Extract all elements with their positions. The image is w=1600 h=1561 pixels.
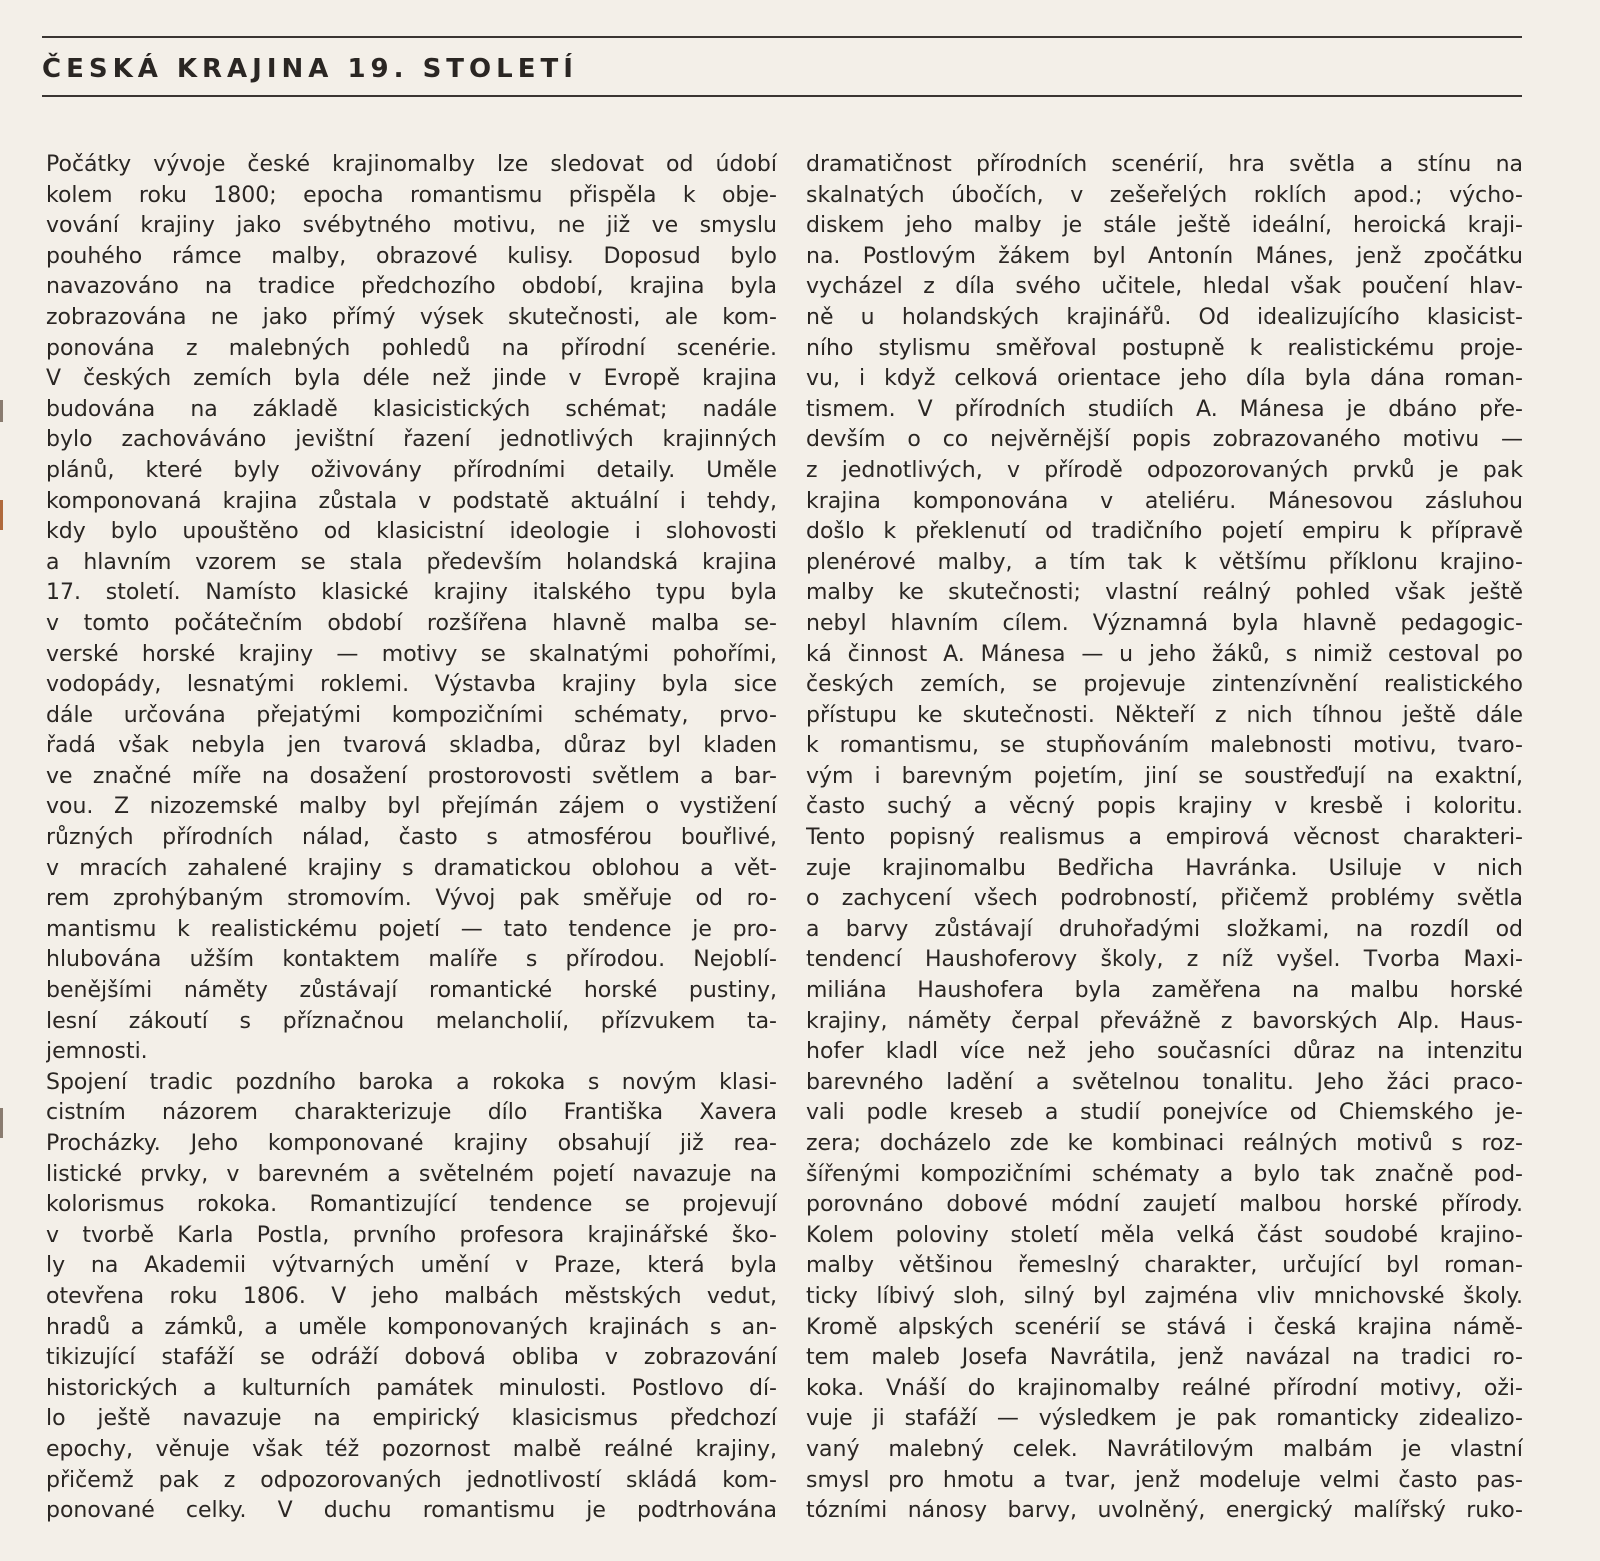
text-line: verské horské krajiny — motivy se skalnatými pohořími, [46, 641, 777, 667]
page-edge-mark [0, 400, 3, 422]
text-line: krajiny, náměty čerpal převážně z bavorských Alp. Haus- [806, 1008, 1523, 1034]
text-line: listické prvky, v barevném a světelném pojetí navazuje na [46, 1161, 777, 1187]
text-line: vu, i když celková orientace jeho díla byla dána roman- [806, 366, 1523, 392]
text-line: a hlavním vzorem se stala především holandská krajina [46, 549, 777, 575]
text-line: často suchý a věcný popis krajiny v kresbě i koloritu. [806, 794, 1523, 820]
text-line: a barvy zůstávají druhořadými složkami, na rozdíl od [806, 916, 1523, 942]
text-line: o zachycení všech podrobností, přičemž problémy světla [806, 886, 1523, 912]
page-edge-mark [0, 1108, 3, 1138]
text-line: smysl pro hmotu a tvar, jenž modeluje velmi často pas- [806, 1467, 1523, 1493]
text-line: různých přírodních nálad, často s atmosférou bouřlivé, [46, 825, 777, 851]
text-line: V českých zemích byla déle než jinde v Evropě krajina [46, 366, 777, 392]
text-line: jemnosti. [46, 1039, 148, 1065]
text-line: navazováno na tradice předchozího období, krajina byla [46, 274, 777, 300]
text-line: porovnáno dobové módní zaujetí malbou horské přírody. [806, 1192, 1523, 1218]
text-line: Kolem poloviny století měla velká část soudobé krajino- [806, 1222, 1523, 1248]
text-line: budována na základě klasicistických schémat; nadále [46, 396, 777, 422]
text-line: z jednotlivých, v přírodě odpozorovaných prvků je pak [806, 457, 1523, 483]
text-line: kolorismus rokoka. Romantizující tendence se projevují [46, 1192, 777, 1218]
right-text-column [806, 150, 1523, 1527]
text-line: zobrazována ne jako přímý výsek skutečnosti, ale kom- [46, 304, 777, 330]
text-line: vým i barevným pojetím, jiní se soustřeďují na exaktní, [806, 763, 1523, 789]
text-line: plánů, které byly oživovány přírodními detaily. Uměle [46, 457, 777, 483]
text-line: šířenými kompozičními schématy a bylo tak značně pod- [806, 1161, 1523, 1187]
text-line: kolem roku 1800; epocha romantismu přispěla k obje- [46, 182, 777, 208]
text-line: vování krajiny jako svébytného motivu, ne již ve smyslu [46, 213, 777, 239]
text-line: mantismu k realistickému pojetí — tato tendence je pro- [46, 916, 777, 942]
text-line: dramatičnost přírodních scenérií, hra světla a stínu na [806, 152, 1523, 177]
text-line: benějšími náměty zůstávají romantické horské pustiny, [46, 978, 777, 1004]
text-line: řadá však nebyla jen tvarová skladba, důraz byl kladen [46, 733, 777, 759]
text-line: ponována z malebných pohledů na přírodní scenérie. [46, 335, 777, 361]
text-line: pouhého rámce malby, obrazové kulisy. Doposud bylo [46, 243, 777, 269]
text-line: ního stylismu směřoval postupně k realistickému proje- [806, 335, 1523, 361]
text-line: Tento popisný realismus a empirová věcnost charakteri- [806, 825, 1523, 851]
text-line: dále určována přejatými kompozičními schématy, prvo- [46, 702, 777, 728]
text-line: v tomto počátečním období rozšířena hlavně malba se- [46, 610, 777, 636]
text-line: ně u holandských krajinářů. Od idealizujícího klasicist- [806, 304, 1523, 330]
text-line: nebyl hlavním cílem. Významná byla hlavně pedagogic- [806, 610, 1523, 636]
text-line: historických a kulturních památek minulosti. Postlovo dí- [46, 1375, 777, 1401]
text-line: vuje ji stafáží — výsledkem je pak romanticky zidealizo- [806, 1406, 1523, 1432]
text-line: lesní zákoutí s příznačnou melancholií, přízvukem ta- [46, 1008, 777, 1034]
text-line: vaný malebný celek. Navrátilovým malbám je vlastní [806, 1436, 1523, 1462]
text-line: bylo zachováváno jevištní řazení jednotlivých krajinných [46, 427, 777, 453]
text-line: tendencí Haushoferovy školy, z níž vyšel. Tvorba Maxi- [806, 947, 1523, 973]
page-heading: ČESKÁ KRAJINA 19. STOLETÍ [42, 54, 578, 84]
text-line: tem maleb Josefa Navrátila, jenž navázal na tradici ro- [806, 1345, 1523, 1371]
text-line: v mracích zahalené krajiny s dramatickou oblohou a vět- [46, 855, 777, 881]
text-line: k romantismu, se stupňováním malebnosti motivu, tvaro- [806, 733, 1523, 759]
text-line: 17. století. Namísto klasické krajiny italského typu byla [46, 580, 777, 606]
text-line: vodopády, lesnatými roklemi. Výstavba krajiny byla sice [46, 672, 777, 698]
text-line: koka. Vnáší do krajinomalby reálné přírodní motivy, oži- [806, 1375, 1523, 1401]
text-line: zera; docházelo zde ke kombinaci reálných motivů s roz- [806, 1131, 1523, 1156]
text-line: kdy bylo upouštěno od klasicistní ideologie i slohovosti [46, 519, 777, 545]
text-line: hofer kladl více než jeho současníci důraz na intenzitu [806, 1039, 1523, 1065]
text-line: tikizující stafáží se odráží dobová obliba v zobrazování [46, 1345, 777, 1371]
text-line: na. Postlovým žákem byl Antonín Mánes, jenž zpočátku [806, 243, 1523, 269]
text-line: malby většinou řemeslný charakter, určující byl roman- [806, 1253, 1523, 1279]
text-line: komponovaná krajina zůstala v podstatě aktuální i tehdy, [46, 488, 777, 514]
text-line: ly na Akademii výtvarných umění v Praze, která byla [46, 1253, 777, 1279]
text-line: diskem jeho malby je stále ještě ideální, heroická kraji- [806, 213, 1523, 239]
text-line: devším o co nejvěrnější popis zobrazovaného motivu — [806, 427, 1523, 453]
text-line: ve značné míře na dosažení prostorovosti světlem a bar- [46, 763, 777, 789]
text-line: došlo k překlenutí od tradičního pojetí empiru k přípravě [806, 519, 1523, 545]
heading-underline-rule [42, 95, 1522, 97]
text-line: hlubována užším kontaktem malíře s přírodou. Nejoblí- [46, 947, 777, 973]
top-rule [42, 36, 1522, 38]
text-line: miliána Haushofera byla zaměřena na malbu horské [806, 978, 1523, 1004]
text-line: vali podle kreseb a studií ponejvíce od Chiemského je- [806, 1100, 1523, 1126]
text-line: lo ještě navazuje na empirický klasicismus předchozí [46, 1406, 777, 1432]
text-line: krajina komponována v ateliéru. Mánesovou zásluhou [806, 488, 1523, 514]
text-line: Spojení tradic pozdního baroka a rokoka s novým klasi- [46, 1069, 777, 1095]
text-line: přičemž pak z odpozorovaných jednotlivostí skládá kom- [46, 1467, 777, 1493]
text-line: tismem. V přírodních studiích A. Mánesa je dbáno pře- [806, 396, 1523, 422]
text-line: otevřena roku 1806. V jeho malbách městských vedut, [46, 1283, 777, 1309]
text-line: rem zprohýbaným stromovím. Vývoj pak směřuje od ro- [46, 886, 777, 912]
text-line: plenérové malby, a tím tak k většímu příklonu krajino- [806, 549, 1523, 575]
text-line: Kromě alpských scenérií se stává i česká krajina námě- [806, 1314, 1523, 1340]
text-line: vou. Z nizozemské malby byl přejímán zájem o vystižení [46, 794, 777, 820]
text-line: cistním názorem charakterizuje dílo Františka Xavera [46, 1100, 777, 1126]
left-text-column [46, 150, 777, 1527]
text-line: barevného ladění a světelnou tonalitu. Jeho žáci praco- [806, 1069, 1523, 1095]
text-line: ponované celky. V duchu romantismu je podtrhována [46, 1498, 777, 1524]
text-line: epochy, věnuje však též pozornost malbě reálné krajiny, [46, 1436, 777, 1462]
text-line: Počátky vývoje české krajinomalby lze sledovat od údobí [46, 152, 777, 177]
text-line: zuje krajinomalbu Bedřicha Havránka. Usiluje v nich [806, 855, 1523, 881]
text-line: malby ke skutečnosti; vlastní reálný pohled však ještě [806, 580, 1523, 606]
text-line: tózními nánosy barvy, uvolněný, energický malířský ruko- [806, 1498, 1523, 1524]
text-line: Procházky. Jeho komponované krajiny obsahují již rea- [46, 1131, 777, 1156]
text-line: skalnatých úbočích, v zešeřelých roklích apod.; výcho- [806, 182, 1523, 208]
text-line: v tvorbě Karla Postla, prvního profesora krajinářské ško- [46, 1222, 777, 1248]
text-line: ká činnost A. Mánesa — u jeho žáků, s nimiž cestoval po [806, 641, 1523, 667]
text-line: vycházel z díla svého učitele, hledal však poučení hlav- [806, 274, 1523, 300]
text-line: českých zemích, se projevuje zintenzívnění realistického [806, 672, 1523, 698]
text-line: ticky líbivý sloh, silný byl zajména vliv mnichovské školy. [806, 1283, 1523, 1309]
page-edge-mark [0, 500, 3, 530]
text-line: přístupu ke skutečnosti. Někteří z nich tíhnou ještě dále [806, 702, 1523, 728]
text-line: hradů a zámků, a uměle komponovaných krajinách s an- [46, 1314, 777, 1340]
